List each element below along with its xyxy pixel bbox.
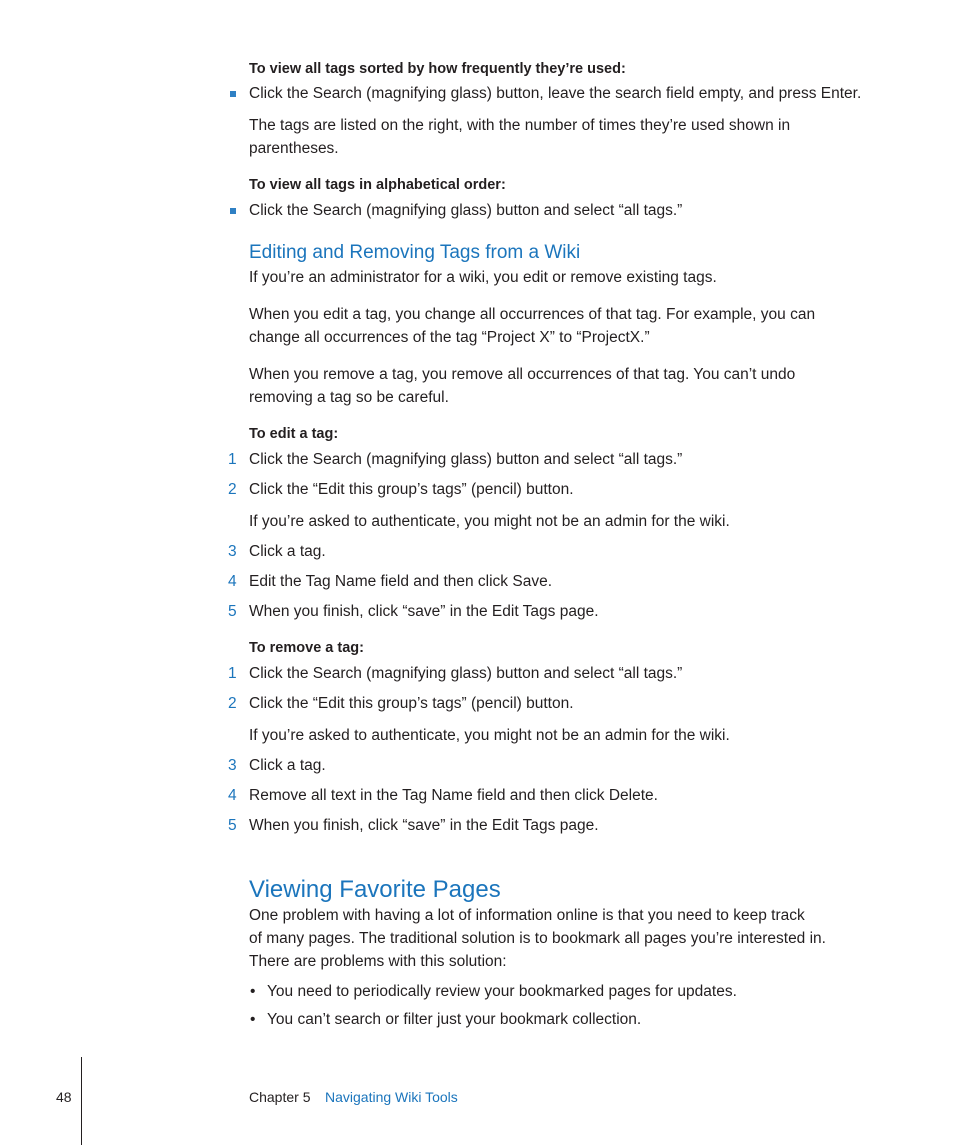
edit-step-text: Click the “Edit this group’s tags” (pencil) button.: [249, 481, 574, 498]
remove-step-number: 5: [228, 817, 237, 834]
favorites-p-line2: of many pages. The traditional solution is to bookmark all pages you’re interested in.: [249, 930, 826, 947]
edit-step-number: 5: [228, 603, 237, 620]
edit-step-number: 2: [228, 481, 237, 498]
remove-step-text: Click the “Edit this group’s tags” (pencil) button.: [249, 695, 574, 712]
editing-p2-line2: change all occurrences of the tag “Project X” to “ProjectX.”: [249, 329, 650, 346]
edit-tag-heading: To edit a tag:: [249, 426, 339, 442]
edit-step-text: Click the Search (magnifying glass) button and select “all tags.”: [249, 451, 683, 468]
remove-step-text: When you finish, click “save” in the Edit Tags page.: [249, 817, 599, 834]
editing-p1: If you’re an administrator for a wiki, you edit or remove existing tags.: [249, 269, 717, 286]
remove-step-number: 1: [228, 665, 237, 682]
page-number: 48: [56, 1089, 72, 1105]
favorites-heading: Viewing Favorite Pages: [249, 876, 501, 903]
footer-chapter-title: Navigating Wiki Tools: [325, 1089, 458, 1105]
square-bullet-icon: [230, 208, 236, 214]
footer-divider: [81, 1057, 82, 1145]
footer-chapter: Chapter 5: [249, 1089, 311, 1105]
edit-step-number: 1: [228, 451, 237, 468]
remove-step-number: 2: [228, 695, 237, 712]
edit-step-text: Edit the Tag Name field and then click Save.: [249, 573, 552, 590]
editing-p2-line1: When you edit a tag, you change all occurrences of that tag. For example, you can: [249, 306, 816, 323]
freq-note-line2: parentheses.: [249, 140, 339, 157]
favorites-bullet: You need to periodically review your bookmarked pages for updates.: [267, 983, 737, 1000]
edit-auth-note: If you’re asked to authenticate, you might not be an admin for the wiki.: [249, 513, 730, 530]
alpha-heading: To view all tags in alphabetical order:: [249, 177, 506, 193]
dot-bullet-icon: •: [250, 1011, 256, 1028]
remove-tag-heading: To remove a tag:: [249, 640, 364, 656]
remove-step-number: 3: [228, 757, 237, 774]
remove-auth-note: If you’re asked to authenticate, you might not be an admin for the wiki.: [249, 727, 730, 744]
favorites-bullet: You can’t search or filter just your bookmark collection.: [267, 1011, 642, 1028]
edit-step-number: 3: [228, 543, 237, 560]
edit-step-text: Click a tag.: [249, 543, 326, 560]
remove-step-number: 4: [228, 787, 237, 804]
remove-step-text: Remove all text in the Tag Name field and then click Delete.: [249, 787, 658, 804]
edit-step-text: When you finish, click “save” in the Edit Tags page.: [249, 603, 599, 620]
editing-heading: Editing and Removing Tags from a Wiki: [249, 242, 581, 263]
remove-step-text: Click a tag.: [249, 757, 326, 774]
edit-step-number: 4: [228, 573, 237, 590]
editing-p3-line2: removing a tag so be careful.: [249, 389, 449, 406]
freq-note-line1: The tags are listed on the right, with the number of times they’re used shown in: [249, 117, 791, 134]
freq-bullet: Click the Search (magnifying glass) button, leave the search field empty, and press Enter.: [249, 85, 862, 102]
square-bullet-icon: [230, 91, 236, 97]
favorites-p-line3: There are problems with this solution:: [249, 953, 507, 970]
remove-step-text: Click the Search (magnifying glass) button and select “all tags.”: [249, 665, 683, 682]
dot-bullet-icon: •: [250, 983, 256, 1000]
favorites-p-line1: One problem with having a lot of information online is that you need to keep track: [249, 907, 805, 924]
alpha-bullet: Click the Search (magnifying glass) button and select “all tags.”: [249, 202, 683, 219]
freq-heading: To view all tags sorted by how frequently they’re used:: [249, 61, 626, 77]
editing-p3-line1: When you remove a tag, you remove all occurrences of that tag. You can’t undo: [249, 366, 796, 383]
